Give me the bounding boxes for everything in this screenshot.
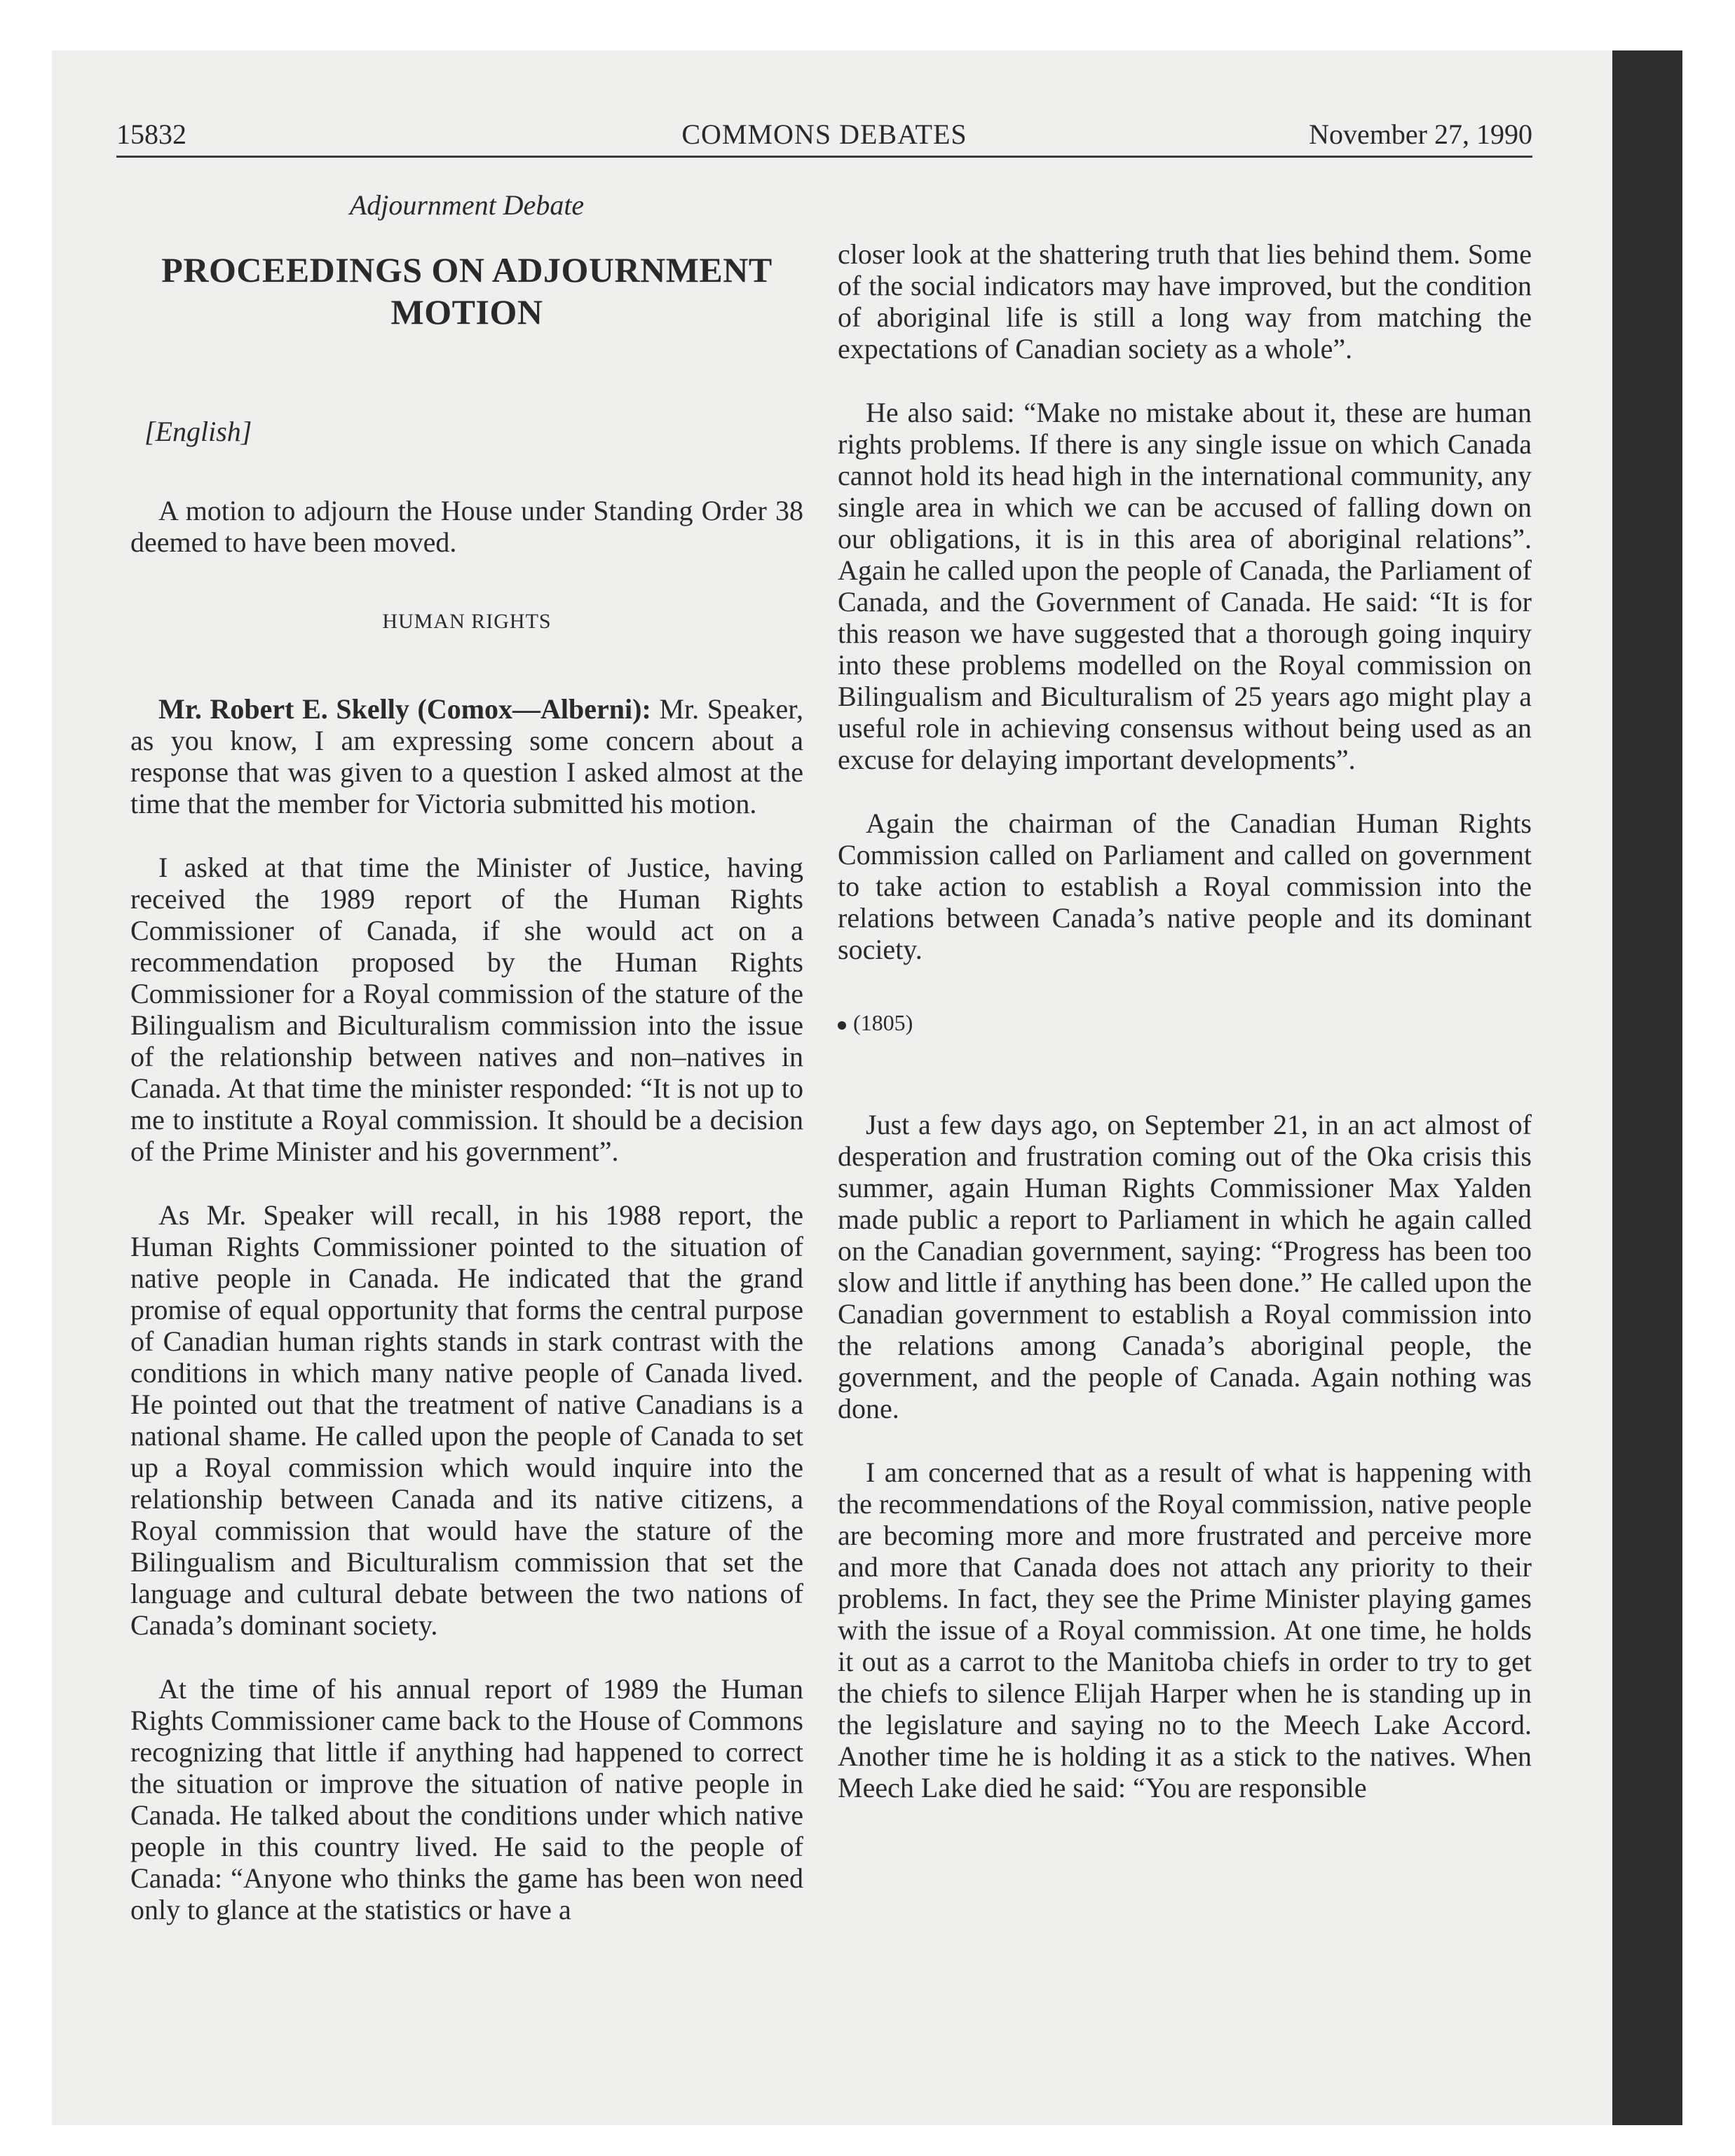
publication-title: COMMONS DEBATES <box>681 118 967 150</box>
body-paragraph: closer look at the shattering truth that lies behind them. Some of the social indicators may have improved, but the condition of aboriginal life is still a long way from matching the expectations of Canadian society as a whole”. <box>838 238 1532 364</box>
body-paragraph: At the time of his annual report of 1989 the Human Rights Commissioner came back to the House of Commons recognizing that little if anything had happened to correct the situation or improve the situation of native people in Canada. He talked about the conditions under which native people in this country lived. He said to the people of Canada: “Anyone who thinks the game has been won need only to glance at the statistics or have a <box>130 1673 803 1925</box>
body-paragraph: I asked at that time the Minister of Justice, having received the 1989 report of the Human Rights Commissioner of Canada, if she would act on a recommendation proposed by the Human Rights Commissioner for a Royal commission of the stature of the Bilingualism and Biculturalism commission into the issue of the relationship between natives and non–natives in Canada. At that time the minister responded: “It is not up to me to institute a Royal commission. It should be a decision of the Prime Minister and his government”. <box>130 852 803 1167</box>
speaker-name: Mr. Robert E. Skelly (Comox—Alberni): <box>158 693 651 725</box>
page-header <box>116 112 1532 157</box>
timestamp-text: (1805) <box>853 1010 913 1035</box>
body-paragraph: I am concerned that as a result of what is happening with the recommendations of the Royal commission, native people are becoming more and more frustrated and perceive more and more that Canada does not attach any priority to their problems. In fact, they see the Prime Minister playing games with the issue of a Royal commission. At one time, he holds it out as a carrot to the Manitoba chiefs in order to try to get the chiefs to silence Elijah Harper when he is standing up in the legislature and saying no to the Meech Lake Accord. Another time he is holding it as a stick to the natives. When Meech Lake died he said: “You are responsible <box>838 1456 1532 1803</box>
body-paragraph: He also said: “Make no mistake about it, these are human rights problems. If there is any single issue on which Canada cannot hold its head high in the international community, any single area in which we can be accused of falling down on our obligations, it is in this area of aboriginal relations”. Again he called upon the people of Canada, the Parliament of Canada, and the Government of Canada. He said: “It is for this reason we have suggested that a thorough going inquiry into these problems modelled on the Royal commission on Bilingualism and Biculturalism of 25 years ago might play a useful role in achieving consensus without being used as an excuse for delaying important developments”. <box>838 397 1532 775</box>
subheading-human-rights: HUMAN RIGHTS <box>382 610 552 633</box>
header-rule <box>116 156 1532 158</box>
main-heading: PROCEEDINGS ON ADJOURNMENT MOTION <box>161 250 773 332</box>
scan-edge-shadow <box>1612 50 1682 2125</box>
body-paragraph: Just a few days ago, on September 21, in an act almost of desperation and frustration coming out of the Oka crisis this summer, again Human Rights Commissioner Max Yalden made public a report to Parliament in which he again called on the Canadian government, saying: “Progress has been too slow and little if anything has been done.” He called upon the Canadian government to establish a Royal commission into the relations among Canada’s aboriginal people, the government, and the people of Canada. Again nothing was done. <box>838 1109 1532 1424</box>
publication-date: November 27, 1990 <box>1309 118 1532 150</box>
left-column <box>130 189 803 1925</box>
right-column <box>838 238 1532 1803</box>
speaker-text: Mr. Speaker, as you know, I am expressing some concern about a response that was given to a question I asked almost at the time that the member for Victoria submitted his motion. <box>130 693 804 819</box>
motion-paragraph: A motion to adjourn the House under Standing Order 38 deemed to have been moved. <box>130 495 803 558</box>
timestamp-marker <box>838 1007 1532 1039</box>
speaker-paragraph <box>130 693 803 819</box>
bullet-icon <box>838 1021 846 1030</box>
language-tag: [English] <box>144 416 252 447</box>
section-label: Adjournment Debate <box>349 189 585 221</box>
body-paragraph: As Mr. Speaker will recall, in his 1988 report, the Human Rights Commissioner pointed to the situation of native people in Canada. He indicated that the grand promise of equal opportunity that forms the central purpose of Canadian human rights stands in stark contrast with the conditions in which many native people of Canada lived. He pointed out that the treatment of native Canadians is a national shame. He called upon the people of Canada to set up a Royal commission which would inquire into the relationship between Canada and its native citizens, a Royal commission that would have the stature of the Bilingualism and Biculturalism commission that set the language and cultural debate between the two nations of Canada’s dominant society. <box>130 1199 803 1641</box>
body-paragraph: Again the chairman of the Canadian Human Rights Commission called on Parliament and called on government to take action to establish a Royal commission into the relations between Canada’s native people and its dominant society. <box>838 807 1532 965</box>
page-number: 15832 <box>116 118 186 150</box>
